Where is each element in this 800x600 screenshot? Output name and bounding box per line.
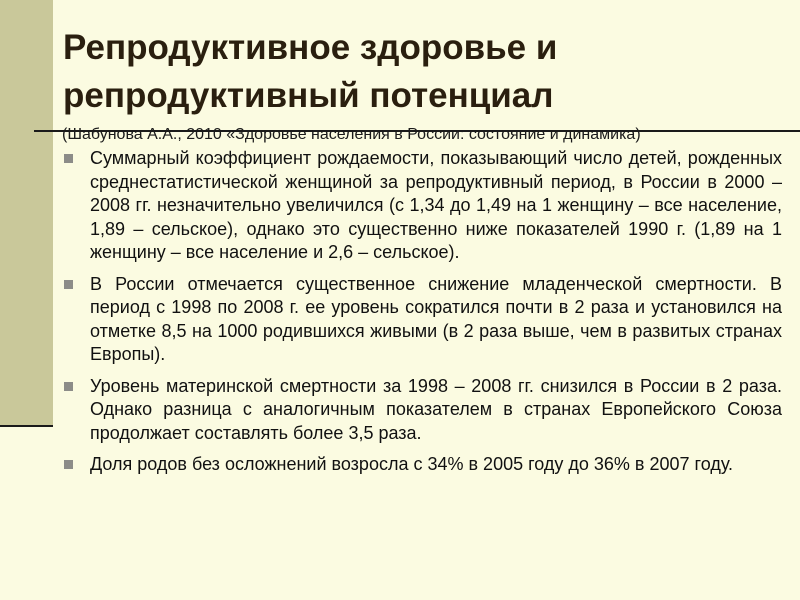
decorative-side-bar: [0, 0, 53, 425]
square-bullet-icon: [64, 382, 73, 391]
bullet-list: [62, 147, 782, 485]
bullet-item: [62, 375, 782, 446]
slide-title-line-2: репродуктивный потенциал: [63, 76, 554, 115]
bullet-text: В России отмечается существенное снижение младенческой смертности. В период с 1998 по 2008 г. ее уровень сократился почти в 2 раза и установился на отметке 8,5 на 1000 родившихся живыми (в 2 раза выше, чем в развитых странах Европы).: [90, 273, 782, 364]
bullet-item: [62, 453, 782, 477]
bullet-text: Уровень материнской смертности за 1998 – 2008 гг. снизился в России в 2 раза. Однако разница с аналогичным показателем в странах Европейского Союза продолжает составлять более 3,5 раза.: [90, 375, 782, 443]
slide-title-line-1: Репродуктивное здоровье и: [63, 28, 558, 67]
square-bullet-icon: [64, 280, 73, 289]
bullet-item: [62, 147, 782, 265]
slide-title: [63, 24, 793, 120]
bullet-item: [62, 273, 782, 367]
bullet-text: Доля родов без осложнений возросла с 34% в 2005 году до 36% в 2007 году.: [90, 454, 734, 474]
square-bullet-icon: [64, 460, 73, 469]
square-bullet-icon: [64, 154, 73, 163]
slide-subtitle-citation: (Шабунова А.А., 2010 «Здоровье населения в России: состояние и динамика): [62, 126, 641, 143]
side-bar-divider-line: [0, 425, 53, 427]
bullet-text: Суммарный коэффициент рождаемости, показывающий число детей, рожденных среднестатистической женщиной за репродуктивный период, в России в 2000 – 2008 гг. незначительно увеличился (с 1,34 до 1,49 на 1 женщину – все население, 1,89 – сельское), однако это существенно ниже показателей 1990 г. (1,89 на 1 женщину – все население и 2,6 – сельское).: [90, 148, 782, 262]
